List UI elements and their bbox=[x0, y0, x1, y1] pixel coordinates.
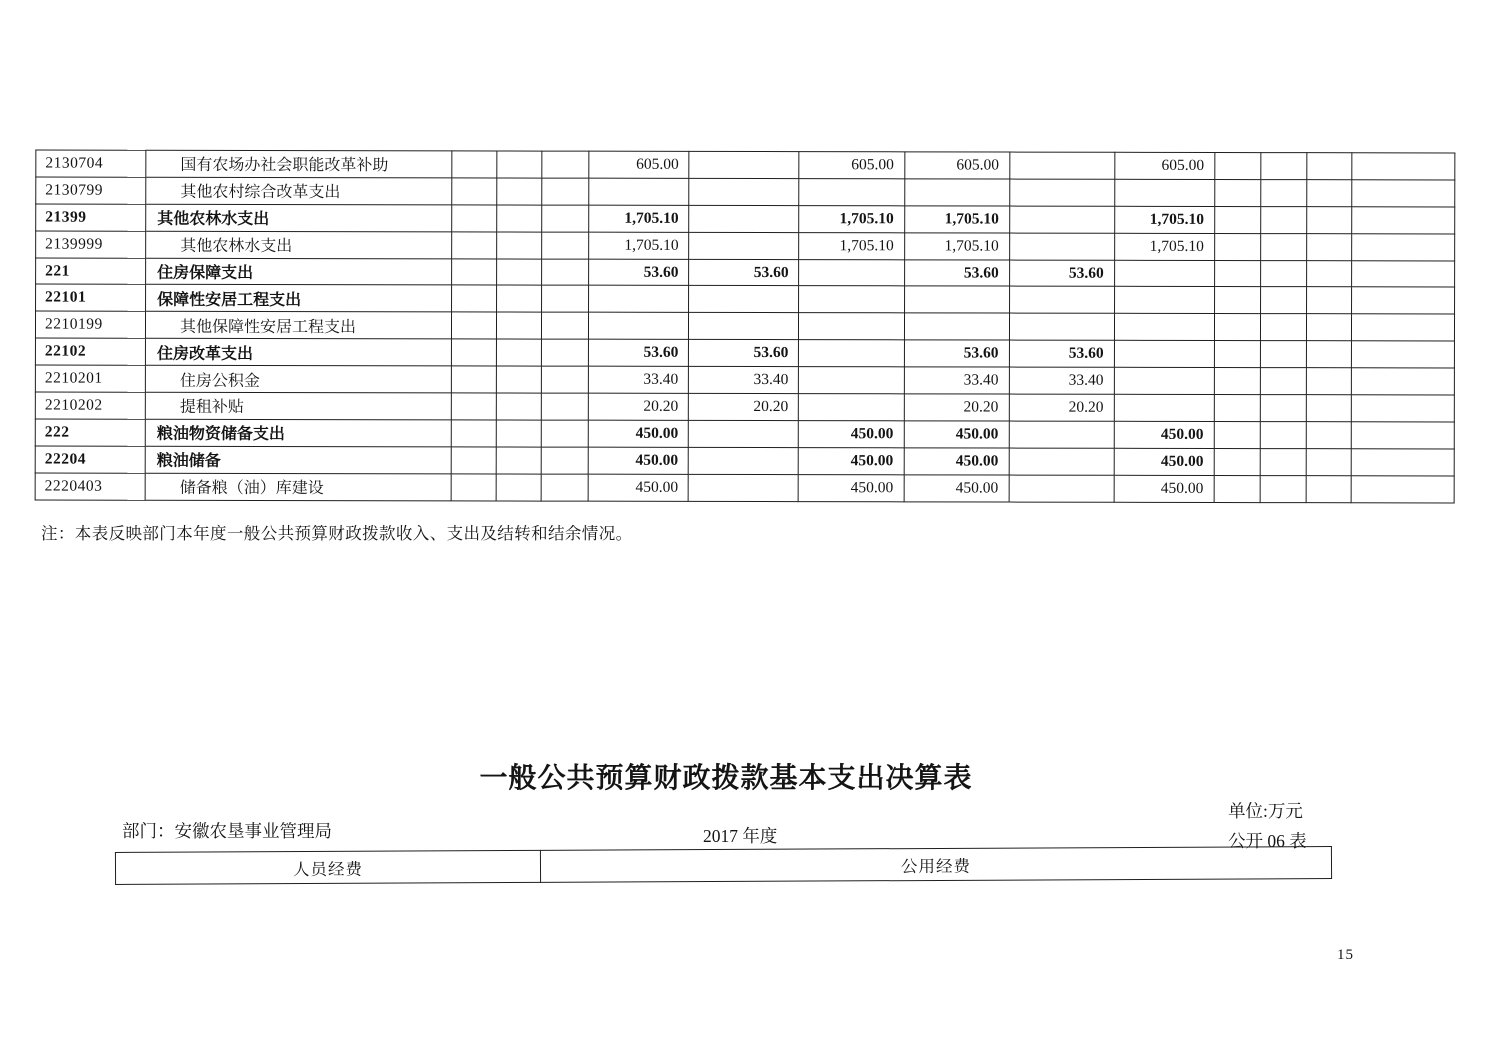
cell-value bbox=[689, 151, 799, 178]
cell-value bbox=[799, 259, 904, 286]
cell-empty bbox=[542, 205, 589, 232]
cell-empty bbox=[542, 312, 589, 339]
cell-value: 450.00 bbox=[799, 447, 904, 474]
cell-empty bbox=[1260, 287, 1306, 314]
personnel-expense-header: 人员经费 bbox=[115, 850, 540, 884]
department-label: 部门：安徽农垦事业管理局 bbox=[122, 821, 332, 841]
cell-value bbox=[1009, 421, 1114, 448]
cell-empty bbox=[1306, 475, 1351, 502]
budget-continuation-table bbox=[35, 150, 1456, 504]
cell-value bbox=[1114, 367, 1214, 394]
cell-empty bbox=[542, 259, 589, 286]
cell-value: 605.00 bbox=[799, 152, 904, 179]
cell-empty bbox=[1351, 475, 1454, 502]
cell-value: 53.60 bbox=[904, 340, 1009, 367]
cell-empty bbox=[1260, 368, 1306, 395]
cell-value: 1,705.10 bbox=[904, 206, 1009, 233]
cell-value: 450.00 bbox=[799, 474, 904, 501]
cell-name: 国有农场办社会职能改革补助 bbox=[146, 150, 452, 178]
cell-value: 33.40 bbox=[589, 366, 689, 393]
cell-empty bbox=[451, 474, 496, 501]
cell-value bbox=[1114, 179, 1214, 206]
cell-name: 住房保障支出 bbox=[146, 258, 452, 286]
cell-value: 33.40 bbox=[689, 367, 799, 394]
cell-empty bbox=[1307, 180, 1352, 207]
cell-value bbox=[1114, 341, 1214, 368]
cell-code: 2139999 bbox=[36, 231, 146, 258]
cell-empty bbox=[542, 286, 589, 313]
cell-value bbox=[1009, 206, 1114, 233]
cell-value bbox=[689, 178, 799, 205]
cell-empty bbox=[542, 366, 589, 393]
cell-value: 33.40 bbox=[904, 367, 1009, 394]
cell-empty bbox=[1351, 368, 1454, 395]
cell-empty bbox=[452, 178, 497, 205]
cell-empty bbox=[542, 178, 589, 205]
cell-empty bbox=[452, 366, 497, 393]
table-row bbox=[35, 446, 1454, 476]
cell-empty bbox=[1214, 475, 1260, 502]
cell-empty bbox=[1306, 368, 1351, 395]
cell-empty bbox=[1214, 260, 1260, 287]
cell-value bbox=[689, 474, 799, 501]
cell-value bbox=[799, 340, 904, 367]
cell-empty bbox=[452, 312, 497, 339]
cell-empty bbox=[1260, 233, 1306, 260]
cell-empty bbox=[1260, 260, 1306, 287]
cell-code: 2210202 bbox=[35, 392, 145, 419]
cell-value: 1,705.10 bbox=[589, 232, 689, 259]
cell-code: 22101 bbox=[36, 284, 146, 311]
cell-code: 21399 bbox=[36, 204, 146, 231]
cell-value: 20.20 bbox=[904, 394, 1009, 421]
cell-value: 450.00 bbox=[589, 447, 689, 474]
table-row bbox=[36, 258, 1455, 288]
cell-value bbox=[589, 313, 689, 340]
table-row bbox=[36, 231, 1455, 261]
cell-empty bbox=[542, 447, 589, 474]
cell-empty bbox=[1214, 233, 1260, 260]
cell-value bbox=[1009, 475, 1114, 502]
cell-empty bbox=[497, 366, 542, 393]
cell-value: 605.00 bbox=[589, 151, 689, 178]
cell-value: 450.00 bbox=[904, 475, 1009, 502]
table-row bbox=[36, 177, 1455, 207]
cell-name: 其他农林水支出 bbox=[146, 204, 452, 232]
sheet-code-label: 公开 06 表 bbox=[1228, 831, 1307, 851]
cell-value bbox=[904, 179, 1009, 206]
cell-empty bbox=[1351, 287, 1454, 314]
cell-empty bbox=[1352, 207, 1455, 234]
cell-empty bbox=[1260, 341, 1306, 368]
cell-empty bbox=[497, 312, 542, 339]
cell-empty bbox=[452, 205, 497, 232]
cell-empty bbox=[452, 232, 497, 259]
cell-name: 保障性安居工程支出 bbox=[146, 285, 452, 313]
cell-empty bbox=[542, 151, 589, 178]
cell-value: 53.60 bbox=[589, 259, 689, 286]
cell-value: 1,705.10 bbox=[799, 205, 904, 232]
cell-value: 450.00 bbox=[1114, 475, 1214, 502]
cell-empty bbox=[452, 420, 497, 447]
cell-value: 53.60 bbox=[689, 259, 799, 286]
cell-value: 1,705.10 bbox=[589, 205, 689, 232]
cell-empty bbox=[497, 420, 542, 447]
cell-empty bbox=[452, 151, 497, 178]
cell-code: 221 bbox=[36, 258, 146, 285]
cell-name: 住房改革支出 bbox=[145, 338, 451, 366]
cell-empty bbox=[1260, 421, 1306, 448]
cell-value bbox=[589, 178, 689, 205]
cell-empty bbox=[542, 339, 589, 366]
year-label: 2017 年度 bbox=[703, 826, 778, 846]
cell-value: 53.60 bbox=[589, 339, 689, 366]
cell-empty bbox=[1351, 449, 1454, 476]
cell-name: 其他农村综合改革支出 bbox=[146, 177, 452, 205]
cell-value: 53.60 bbox=[1009, 260, 1114, 287]
cell-value: 20.20 bbox=[689, 393, 799, 420]
cell-code: 22102 bbox=[35, 338, 145, 365]
cell-empty bbox=[1306, 314, 1351, 341]
cell-name: 其他农林水支出 bbox=[146, 231, 452, 259]
cell-empty bbox=[1306, 395, 1351, 422]
cell-empty bbox=[542, 232, 589, 259]
cell-empty bbox=[1351, 422, 1454, 449]
cell-value bbox=[689, 313, 799, 340]
cell-empty bbox=[1214, 368, 1260, 395]
cell-empty bbox=[1260, 314, 1306, 341]
cell-empty bbox=[452, 258, 497, 285]
cell-empty bbox=[1260, 395, 1306, 422]
cell-value bbox=[689, 232, 799, 259]
cell-code: 222 bbox=[35, 419, 145, 446]
cell-empty bbox=[1214, 341, 1260, 368]
cell-value: 20.20 bbox=[589, 393, 689, 420]
cell-empty bbox=[1307, 153, 1352, 180]
cell-value bbox=[799, 286, 904, 313]
cell-code: 2130799 bbox=[36, 177, 146, 204]
cell-empty bbox=[1261, 179, 1307, 206]
cell-empty bbox=[1351, 233, 1454, 260]
cell-empty bbox=[452, 339, 497, 366]
cell-code: 22204 bbox=[35, 446, 145, 473]
table-note: 注：本表反映部门本年度一般公共预算财政拨款收入、支出及结转和结余情况。 bbox=[41, 524, 633, 543]
cell-value bbox=[904, 313, 1009, 340]
cell-value: 53.60 bbox=[904, 259, 1009, 286]
cell-value bbox=[1009, 448, 1114, 475]
cell-empty bbox=[1306, 448, 1351, 475]
cell-value: 450.00 bbox=[799, 421, 904, 448]
cell-code: 2220403 bbox=[35, 473, 145, 500]
cell-empty bbox=[1214, 421, 1260, 448]
cell-value: 53.60 bbox=[1009, 340, 1114, 367]
cell-value bbox=[799, 313, 904, 340]
cell-empty bbox=[1351, 260, 1454, 287]
cell-empty bbox=[497, 178, 542, 205]
cell-empty bbox=[451, 447, 496, 474]
table-row bbox=[35, 419, 1454, 449]
cell-empty bbox=[497, 232, 542, 259]
cell-value: 1,705.10 bbox=[1114, 206, 1214, 233]
budget-table-body bbox=[35, 150, 1455, 503]
cell-empty bbox=[1214, 206, 1260, 233]
cell-empty bbox=[542, 393, 589, 420]
table-row bbox=[35, 311, 1454, 341]
cell-empty bbox=[452, 285, 497, 312]
cell-empty bbox=[497, 285, 542, 312]
cell-value: 605.00 bbox=[904, 152, 1009, 179]
cell-empty bbox=[541, 474, 588, 501]
cell-value bbox=[1009, 152, 1114, 179]
table-row bbox=[36, 284, 1455, 314]
cell-value: 605.00 bbox=[1114, 152, 1214, 179]
cell-empty bbox=[1351, 341, 1454, 368]
cell-empty bbox=[1351, 395, 1454, 422]
cell-value: 33.40 bbox=[1009, 367, 1114, 394]
cell-empty bbox=[1306, 422, 1351, 449]
cell-value bbox=[799, 394, 904, 421]
page-title: 一般公共预算财政拨款基本支出决算表 bbox=[479, 762, 973, 793]
cell-value bbox=[689, 420, 799, 447]
cell-name: 住房公积金 bbox=[145, 365, 451, 393]
cell-empty bbox=[1352, 180, 1455, 207]
cell-empty bbox=[1214, 287, 1260, 314]
cell-value bbox=[689, 205, 799, 232]
table-row bbox=[36, 150, 1455, 180]
cell-value bbox=[1009, 313, 1114, 340]
cell-empty bbox=[1352, 153, 1455, 180]
cell-empty bbox=[1351, 314, 1454, 341]
cell-empty bbox=[1261, 153, 1307, 180]
cell-name: 储备粮（油）库建设 bbox=[145, 473, 451, 501]
cell-value: 450.00 bbox=[1114, 421, 1214, 448]
cell-empty bbox=[1306, 287, 1351, 314]
unit-label: 单位:万元 bbox=[1228, 801, 1303, 821]
cell-value: 450.00 bbox=[1114, 448, 1214, 475]
cell-empty bbox=[1214, 314, 1260, 341]
table-row bbox=[115, 847, 1331, 885]
cell-value: 1,705.10 bbox=[1114, 233, 1214, 260]
cell-name: 粮油储备 bbox=[145, 446, 451, 474]
cell-value: 1,705.10 bbox=[904, 233, 1009, 260]
cell-name: 其他保障性安居工程支出 bbox=[146, 312, 452, 340]
cell-value: 450.00 bbox=[904, 448, 1009, 475]
cell-empty bbox=[497, 393, 542, 420]
cell-value bbox=[1114, 287, 1214, 314]
cell-empty bbox=[496, 474, 541, 501]
cell-code: 2210201 bbox=[35, 365, 145, 392]
table-row bbox=[35, 338, 1454, 368]
cell-empty bbox=[542, 420, 589, 447]
cell-empty bbox=[1306, 341, 1351, 368]
cell-empty bbox=[1214, 179, 1260, 206]
cell-empty bbox=[1306, 233, 1351, 260]
cell-value bbox=[589, 286, 689, 313]
cell-value bbox=[799, 367, 904, 394]
cell-value bbox=[1009, 233, 1114, 260]
cell-value bbox=[1009, 179, 1114, 206]
cell-code: 2210199 bbox=[35, 311, 145, 338]
table-row bbox=[35, 392, 1454, 422]
cell-empty bbox=[1214, 448, 1260, 475]
table-row bbox=[35, 365, 1454, 395]
cell-empty bbox=[1306, 260, 1351, 287]
cell-value bbox=[689, 286, 799, 313]
cell-value bbox=[689, 447, 799, 474]
cell-value bbox=[1009, 287, 1114, 314]
cell-empty bbox=[497, 339, 542, 366]
cell-value: 450.00 bbox=[588, 474, 688, 501]
cell-name: 粮油物资储备支出 bbox=[145, 419, 451, 447]
cell-empty bbox=[1306, 206, 1351, 233]
cell-empty bbox=[1260, 448, 1306, 475]
cell-value: 1,705.10 bbox=[799, 232, 904, 259]
cell-value bbox=[904, 286, 1009, 313]
cell-name: 提租补贴 bbox=[145, 392, 451, 420]
table-row bbox=[36, 204, 1455, 234]
cell-empty bbox=[1215, 152, 1261, 179]
cell-empty bbox=[496, 447, 541, 474]
cell-value: 450.00 bbox=[904, 421, 1009, 448]
cell-code: 2130704 bbox=[36, 150, 146, 177]
public-expense-header: 公用经费 bbox=[540, 847, 1331, 883]
cell-value bbox=[1114, 314, 1214, 341]
cell-empty bbox=[1260, 206, 1306, 233]
cell-value: 450.00 bbox=[589, 420, 689, 447]
cell-empty bbox=[1260, 475, 1306, 502]
cell-empty bbox=[452, 393, 497, 420]
cell-empty bbox=[497, 151, 542, 178]
table-row bbox=[35, 473, 1454, 503]
page-number: 15 bbox=[1337, 947, 1354, 963]
cell-value bbox=[1114, 260, 1214, 287]
cell-empty bbox=[1214, 394, 1260, 421]
cell-value bbox=[799, 179, 904, 206]
cell-empty bbox=[497, 205, 542, 232]
expense-header-table bbox=[115, 846, 1332, 885]
cell-value: 20.20 bbox=[1009, 394, 1114, 421]
cell-value: 53.60 bbox=[689, 340, 799, 367]
cell-value bbox=[1114, 394, 1214, 421]
cell-empty bbox=[497, 259, 542, 286]
